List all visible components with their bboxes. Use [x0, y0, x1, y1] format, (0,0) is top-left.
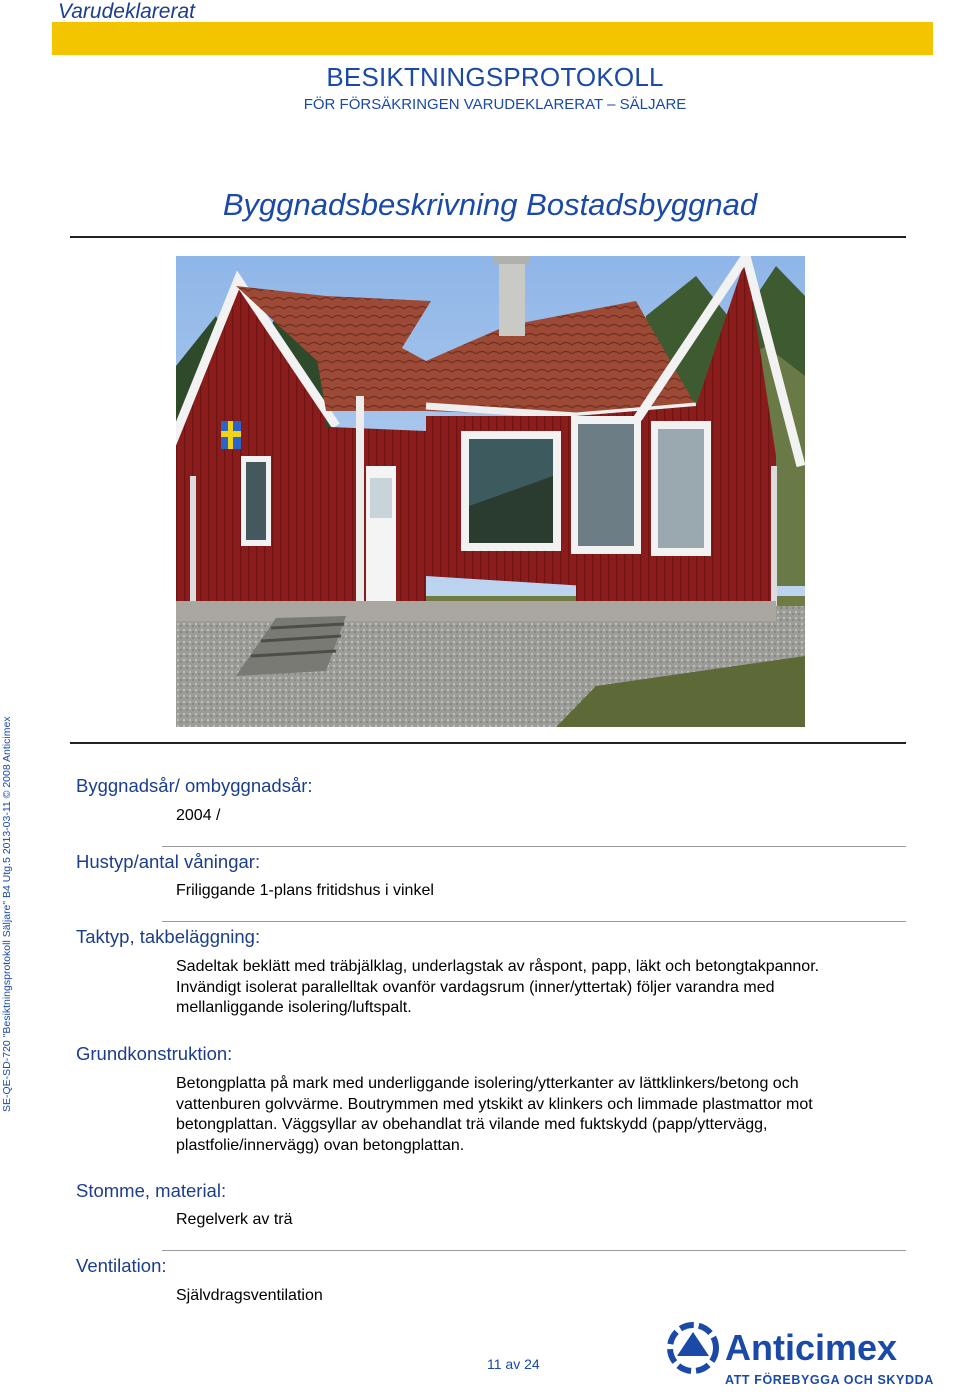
divider-field-2: [162, 921, 906, 922]
section-heading: Byggnadsbeskrivning Bostadsbyggnad: [222, 187, 758, 222]
field-label-foundation: Grundkonstruktion:: [76, 1043, 233, 1064]
field-value-build-year: 2004 /: [176, 807, 221, 824]
document-title: BESIKTNINGSPROTOKOLL: [326, 62, 664, 92]
field-value-house-type: Friliggande 1-plans fritidshus i vinkel: [176, 882, 434, 899]
divider-field-5: [162, 1250, 906, 1251]
field-label-build-year: Byggnadsår/ ombyggnadsår:: [76, 775, 313, 796]
side-note: SE-QE-SD-720 "Besiktningsprotokoll Säljare" B4 Utg.5 2013-03-11 © 2008 Anticimex: [1, 716, 13, 1112]
field-value-roof-type: Sadeltak beklätt med träbjälklag, underlagstak av råspont, papp, läkt och betongtakpannor. Invändigt isolerat parallelltak ovanför vardagsrum (inner/yttertak) följer varandra med mellanliggande isolering/luftspalt.: [176, 958, 820, 1016]
document-subtitle: FÖR FÖRSÄKRINGEN VARUDEKLARERAT – SÄLJARE: [303, 96, 687, 113]
page-number: 11 av 24: [487, 1356, 540, 1372]
anticimex-mark-icon: [670, 1325, 716, 1371]
field-label-ventilation: Ventilation:: [76, 1255, 167, 1276]
logo-wordmark: Anticimex: [725, 1327, 898, 1368]
divider-field-1: [162, 846, 906, 847]
house-photo: [176, 256, 805, 727]
anticimex-logo: [667, 1322, 947, 1390]
divider-top: [70, 236, 906, 238]
header-label: Varudeklarerat: [58, 0, 195, 23]
divider-photo: [70, 742, 906, 744]
field-label-house-type: Hustyp/antal våningar:: [76, 851, 261, 872]
field-label-frame-material: Stomme, material:: [76, 1180, 227, 1201]
field-value-foundation: Betongplatta på mark med underliggande isolering/ytterkanter av lättklinkers/betong och vattenburen golvvärme. Boutrymmen med ytskikt av klinkers och limmade plastmattor mot betongplattan. Väggsyllar av obehandlat trä vilande med fuktskydd (papp/yttervägg, plastfolie/innervägg) ovan betongplattan.: [176, 1075, 813, 1154]
field-value-ventilation: Självdragsventilation: [176, 1287, 323, 1304]
logo-tagline: ATT FÖREBYGGA OCH SKYDDA: [725, 1373, 934, 1387]
header-band: [52, 22, 933, 55]
field-label-roof-type: Taktyp, takbeläggning:: [76, 926, 261, 947]
field-value-frame-material: Regelverk av trä: [176, 1211, 293, 1228]
